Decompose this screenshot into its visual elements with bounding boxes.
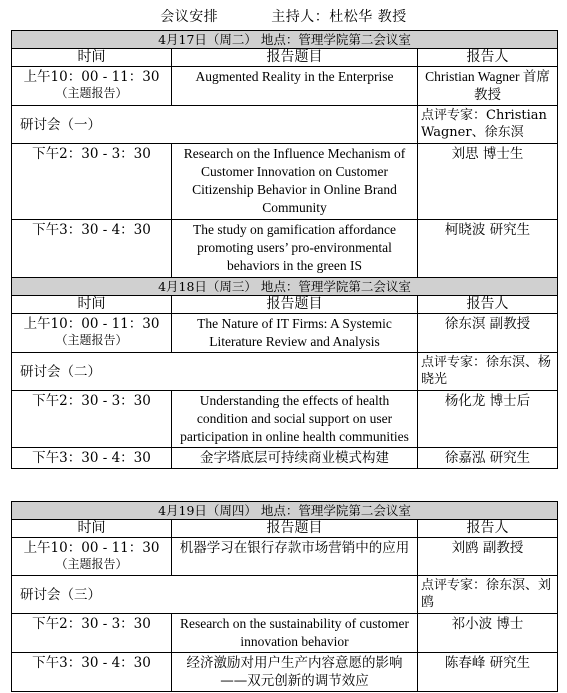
column-header-row xyxy=(12,296,558,314)
day1-header: 4月17日（周二） 地点：管理学院第二会议室 xyxy=(12,31,558,49)
time-cell: 下午3：30 - 4：30 xyxy=(12,653,172,692)
day-header-row xyxy=(12,278,558,296)
keynote-note: （主题报告） xyxy=(55,557,128,571)
table-row xyxy=(12,144,558,220)
table-row xyxy=(12,538,558,576)
reviewer-cell: 点评专家：Christian Wagner、徐东溟 xyxy=(418,106,558,144)
column-header-row xyxy=(12,49,558,67)
table-row xyxy=(12,614,558,653)
speaker-cell: 祁小波 博士 xyxy=(418,614,558,653)
time-cell: 下午3：30 - 4：30 xyxy=(12,448,172,469)
time-cell: 上午10：00 - 11：30 （主题报告） xyxy=(12,314,172,353)
schedule-table-2 xyxy=(11,501,558,692)
seminar-label: 研讨会（二） xyxy=(12,353,418,391)
topic-cell: The Nature of IT Firms: A Systemic Literature Review and Analysis xyxy=(172,314,418,353)
time-cell: 上午10：00 - 11：30 （主题报告） xyxy=(12,538,172,576)
schedule-title xyxy=(0,6,567,26)
speaker-cell: 刘鸥 副教授 xyxy=(418,538,558,576)
keynote-note: （主题报告） xyxy=(55,86,128,100)
table-row xyxy=(12,67,558,106)
col-speaker: 报告人 xyxy=(418,49,558,67)
table-row xyxy=(12,391,558,448)
seminar-label: 研讨会（一） xyxy=(12,106,418,144)
speaker-cell: 柯晓波 研究生 xyxy=(418,220,558,278)
topic-cell: 机器学习在银行存款市场营销中的应用 xyxy=(172,538,418,576)
time-cell: 下午2：30 - 3：30 xyxy=(12,614,172,653)
table-row xyxy=(12,220,558,278)
topic-cell: 经济激励对用户生产内容意愿的影响——双元创新的调节效应 xyxy=(172,653,418,692)
seminar-row xyxy=(12,353,558,391)
topic-cell: Research on the sustainability of customer innovation behavior xyxy=(172,614,418,653)
topic-cell: Research on the Influence Mechanism of Customer Innovation on Customer Citizenship Behavior in Online Brand Community xyxy=(172,144,418,220)
col-time: 时间 xyxy=(12,49,172,67)
time-cell: 下午3：30 - 4：30 xyxy=(12,220,172,278)
speaker-cell: Christian Wagner 首席教授 xyxy=(418,67,558,106)
title-main: 会议安排 xyxy=(160,9,219,25)
seminar-row xyxy=(12,576,558,614)
topic-cell: The study on gamification affordance promoting users’ pro-environmental behaviors in the green IS xyxy=(172,220,418,278)
col-topic: 报告题目 xyxy=(172,520,418,538)
speaker-cell: 徐嘉泓 研究生 xyxy=(418,448,558,469)
speaker-cell: 杨化龙 博士后 xyxy=(418,391,558,448)
title-host: 主持人：杜松华 教授 xyxy=(271,9,407,25)
topic-cell: Understanding the effects of health condition and social support on user participation in online health communities xyxy=(172,391,418,448)
col-topic: 报告题目 xyxy=(172,296,418,314)
speaker-cell: 刘思 博士生 xyxy=(418,144,558,220)
reviewer-cell: 点评专家：徐东溟、杨晓光 xyxy=(418,353,558,391)
keynote-note: （主题报告） xyxy=(55,333,128,347)
reviewer-cell: 点评专家：徐东溟、刘鸥 xyxy=(418,576,558,614)
col-speaker: 报告人 xyxy=(418,296,558,314)
seminar-label: 研讨会（三） xyxy=(12,576,418,614)
time-cell: 下午2：30 - 3：30 xyxy=(12,144,172,220)
speaker-cell: 陈春峰 研究生 xyxy=(418,653,558,692)
col-time: 时间 xyxy=(12,296,172,314)
column-header-row xyxy=(12,520,558,538)
speaker-cell: 徐东溟 副教授 xyxy=(418,314,558,353)
day-header-row xyxy=(12,31,558,49)
time-cell: 上午10：00 - 11：30 （主题报告） xyxy=(12,67,172,106)
topic-cell: 金字塔底层可持续商业模式构建 xyxy=(172,448,418,469)
day3-header: 4月19日（周四） 地点：管理学院第二会议室 xyxy=(12,502,558,520)
table-row xyxy=(12,314,558,353)
day-header-row xyxy=(12,502,558,520)
table-row xyxy=(12,653,558,692)
seminar-row xyxy=(12,106,558,144)
day2-header: 4月18日（周三） 地点：管理学院第二会议室 xyxy=(12,278,558,296)
table-row xyxy=(12,448,558,469)
col-speaker: 报告人 xyxy=(418,520,558,538)
topic-cell: Augmented Reality in the Enterprise xyxy=(172,67,418,106)
col-time: 时间 xyxy=(12,520,172,538)
col-topic: 报告题目 xyxy=(172,49,418,67)
schedule-table-1 xyxy=(11,30,558,469)
time-cell: 下午2：30 - 3：30 xyxy=(12,391,172,448)
